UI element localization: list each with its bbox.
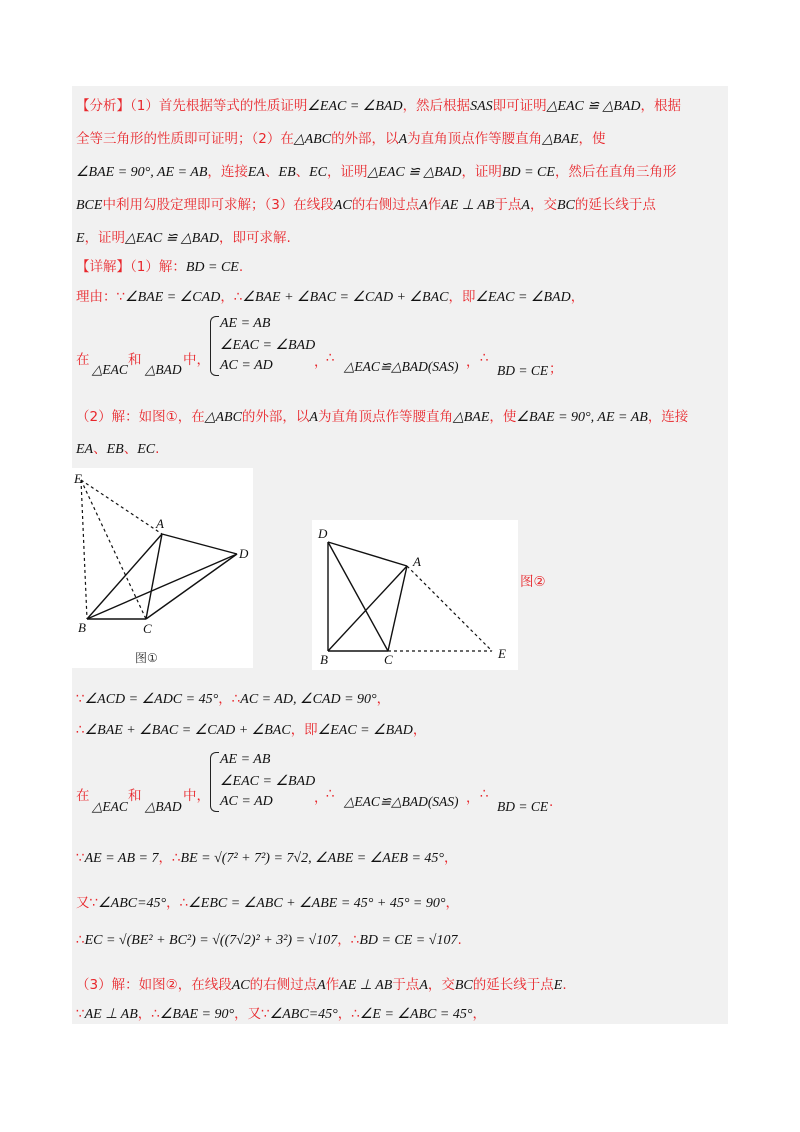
figure-2 (312, 520, 518, 670)
triangle-eac: △EAC (92, 362, 128, 377)
fig1-caption: 图① (135, 651, 158, 665)
fig1-label-a: A (156, 516, 164, 531)
therefore-symbol: ∴ (231, 691, 241, 707)
analysis-text: 的延长线于点 (574, 197, 656, 213)
detail-text: ，连接 (647, 409, 689, 425)
semicolon: ； (549, 361, 563, 377)
detail-tag: 【详解】 (76, 259, 130, 275)
fig2-label-b: B (320, 652, 328, 667)
therefore-symbol: ∴ (326, 786, 335, 802)
punct: ， (337, 1006, 352, 1022)
analysis-text: 为直角顶点作等腰直角 (407, 131, 543, 147)
comma: ， (314, 354, 328, 370)
math: ∠BAE = 90° (159, 1007, 235, 1022)
therefore-symbol: ∴ (351, 1006, 360, 1022)
math: AE ⊥ AB (339, 978, 393, 993)
detail-text: ，即 (448, 289, 476, 305)
mid-label: 中， (183, 352, 210, 368)
detail-text: ，即 (290, 722, 318, 738)
therefore-symbol: ∴ (179, 895, 189, 911)
math: BC (556, 198, 575, 213)
congruence: △EAC≌△BAD(SAS) (344, 794, 459, 809)
math: ∠BAE = ∠CAD (125, 290, 221, 305)
fig1-label-d: D (239, 546, 249, 561)
fig1-label-c: C (143, 621, 152, 636)
math: AE ⊥ AB (441, 198, 495, 213)
part3-line-1 (76, 976, 567, 995)
equation-3: AC = AD (220, 794, 273, 809)
detail-text: ，交 (427, 977, 455, 993)
math: △EAC ≌ △BAD (125, 231, 219, 246)
comma: ， (314, 790, 328, 806)
punct: . (238, 259, 244, 275)
part2-line-2 (76, 440, 159, 459)
part3-line-2 (76, 1005, 486, 1024)
detail-text: 的右侧过点 (249, 977, 318, 993)
math: AC (231, 978, 250, 993)
punct: ， (337, 932, 351, 948)
punct: ， (234, 1006, 248, 1022)
analysis-line-2 (76, 130, 606, 149)
math: BD = CE (185, 260, 239, 275)
result: BD = CE (497, 799, 549, 814)
analysis-text: 中利用勾股定理即可求解；（3）在线段 (102, 197, 334, 213)
analysis-text: ，证明 (84, 230, 126, 246)
analysis-text: ，证明 (327, 164, 368, 180)
fig2-caption: 图② (520, 574, 546, 590)
punct: ， (376, 691, 391, 707)
math: ∠BAE + ∠BAC = ∠CAD + ∠BAC (84, 723, 291, 738)
figure-2-diagram (312, 520, 518, 670)
math: ∠BAE + ∠BAC = ∠CAD + ∠BAC (242, 290, 449, 305)
math: A (317, 978, 326, 993)
because-symbol: ∵ (76, 691, 85, 707)
analysis-line-3 (76, 163, 676, 182)
triangle-eac: △EAC (92, 799, 128, 814)
analysis-text: ，然后根据 (402, 98, 471, 114)
math: BCE (76, 198, 103, 213)
figure-1-diagram (72, 468, 253, 668)
detail-text: 的延长线于点 (472, 977, 554, 993)
detail-text: 于点 (392, 977, 420, 993)
punct: ， (220, 289, 234, 305)
math: BD = CE (501, 165, 555, 180)
analysis-text: 首先根据等式的性质证明 (158, 98, 308, 114)
math: EB (278, 165, 296, 180)
analysis-text: 作 (427, 197, 442, 213)
fig2-label-a: A (413, 554, 421, 569)
analysis-text: 的外部，以 (331, 131, 399, 147)
punct: ， (443, 850, 458, 866)
math: ∠ABC=45° (269, 1007, 338, 1022)
equation-2: ∠EAC = ∠BAD (220, 774, 316, 789)
math: AE ⊥ AB (84, 1007, 138, 1022)
analysis-line-1 (76, 97, 681, 116)
step-line-5 (76, 931, 462, 950)
math: EA (247, 165, 266, 180)
detail-line-1 (76, 258, 243, 277)
math: AC (333, 198, 352, 213)
detail-text: （3）解：如图②，在线段 (76, 977, 232, 993)
therefore-symbol: ∴ (233, 289, 243, 305)
punct: ， (445, 895, 459, 911)
math: △BAE (542, 132, 579, 147)
analysis-text: ，证明 (461, 164, 502, 180)
analysis-text: ，即可求解. (218, 230, 291, 246)
math: EA (76, 442, 94, 457)
analysis-text: 即可证明 (492, 98, 547, 114)
math: ∠BAE = 90°, AE = AB (76, 165, 208, 180)
math: E (76, 231, 85, 246)
therefore-symbol: ∴ (171, 850, 181, 866)
math: A (419, 978, 428, 993)
punct: ， (472, 1006, 486, 1022)
part2-line-1 (76, 408, 688, 427)
step-line-4 (76, 894, 459, 913)
and-label: 和 (128, 352, 142, 368)
fig2-label-e: E (498, 646, 506, 661)
triangle-bad: △BAD (145, 799, 182, 814)
detail-text: 理由： (76, 289, 117, 305)
math: EC (137, 442, 156, 457)
therefore-symbol: ∴ (350, 932, 360, 948)
equation-1: AE = AB (220, 316, 271, 331)
analysis-line-5 (76, 229, 291, 248)
fig2-label-d: D (318, 526, 328, 541)
analysis-text: ，根据 (640, 98, 682, 114)
comma: ， (466, 790, 480, 806)
fig2-label-c: C (384, 652, 393, 667)
analysis-text: ，交 (529, 197, 557, 213)
punct: . (155, 441, 160, 457)
because-symbol: ∵ (261, 1006, 270, 1022)
math: △ABC (204, 410, 242, 425)
because-symbol: ∵ (76, 850, 85, 866)
analysis-text: 的右侧过点 (351, 197, 420, 213)
step-line-3 (76, 849, 457, 868)
math: A (398, 132, 408, 147)
detail-text: 作 (325, 977, 340, 993)
separator: 、 (295, 164, 310, 180)
math: ∠E = ∠ABC = 45° (359, 1007, 473, 1022)
analysis-line-4 (76, 196, 656, 215)
figure-1 (72, 468, 253, 668)
punct: ， (166, 895, 180, 911)
math: ∠ABC=45° (98, 896, 167, 911)
equation-2: ∠EAC = ∠BAD (220, 338, 316, 353)
brace (210, 316, 219, 376)
math: BD = CE = √107 (359, 933, 458, 948)
punct: ， (412, 722, 427, 738)
separator: 、 (265, 164, 279, 180)
detail-text: 的外部，以 (241, 409, 310, 425)
math: BC (454, 978, 473, 993)
because-symbol: ∵ (76, 1006, 85, 1022)
fig1-label-e: E (74, 471, 82, 486)
equation-3: AC = AD (220, 358, 273, 373)
math: BE = √(7² + 7²) = 7√2, ∠ABE = ∠AEB = 45° (180, 851, 444, 866)
mid-label: 中， (183, 788, 210, 804)
punct: ， (218, 691, 232, 707)
math: △BAE (452, 410, 490, 425)
math: ∠ACD = ∠ADC = 45° (84, 692, 219, 707)
and-label: 和 (128, 788, 142, 804)
detail-text: （1）解： (130, 259, 186, 275)
step-line-2 (76, 721, 426, 740)
therefore-symbol: ∴ (480, 786, 489, 802)
analysis-tag: 【分析】 (76, 98, 130, 114)
math: ∠EAC = ∠BAD (475, 290, 571, 305)
equation-1: AE = AB (220, 752, 271, 767)
analysis-num: （1） (130, 98, 159, 114)
analysis-text: ，使 (578, 131, 606, 147)
in-label: 在 (76, 788, 90, 804)
math: ∠EBC = ∠ABC + ∠ABE = 45° + 45° = 90° (188, 896, 446, 911)
brace (210, 752, 219, 812)
math: EB (106, 442, 124, 457)
analysis-text: 于点 (494, 197, 522, 213)
therefore-symbol: ∴ (76, 722, 85, 738)
period: . (549, 794, 554, 810)
result: BD = CE (497, 363, 549, 378)
detail-text: 为直角顶点作等腰直角 (317, 409, 453, 425)
comma: ， (466, 354, 480, 370)
punct: ， (137, 1006, 152, 1022)
math: A (521, 198, 530, 213)
math: ∠BAE = 90°, AE = AB (516, 410, 648, 425)
detail-text: （2）解：如图①，在 (76, 409, 205, 425)
math: ∠EAC = ∠BAD (307, 99, 403, 114)
math: A (309, 410, 318, 425)
analysis-text: ，然后在直角三角形 (554, 164, 677, 180)
math: △EAC ≌ △BAD (367, 165, 462, 180)
punct: . (562, 977, 567, 993)
detail-text: 又 (247, 1006, 262, 1022)
therefore-symbol: ∴ (151, 1006, 160, 1022)
triangle-bad: △BAD (145, 362, 182, 377)
math: AC = AD, ∠CAD = 90° (240, 692, 377, 707)
math: E (553, 978, 563, 993)
step-line-1 (76, 690, 390, 709)
because-symbol: ∵ (89, 895, 99, 911)
math: ∠EAC = ∠BAD (317, 723, 413, 738)
separator: 、 (93, 441, 107, 457)
detail-text: ，使 (489, 409, 517, 425)
math: SAS (470, 99, 493, 114)
punct: ， (570, 289, 585, 305)
detail-reason-line (76, 288, 584, 307)
math: EC = √(BE² + BC²) = √((7√2)² + 3²) = √107 (84, 933, 338, 948)
in-label: 在 (76, 352, 90, 368)
therefore-symbol: ∴ (326, 350, 335, 366)
detail-text: 又 (76, 895, 90, 911)
therefore-symbol: ∴ (480, 350, 489, 366)
punct: ， (158, 850, 172, 866)
punct: . (457, 932, 462, 948)
math: EC (309, 165, 328, 180)
math: △EAC ≌ △BAD (546, 99, 641, 114)
analysis-text: ，连接 (207, 164, 248, 180)
therefore-symbol: ∴ (76, 932, 85, 948)
fig1-label-b: B (78, 620, 86, 635)
analysis-text: 全等三角形的性质即可证明；（2）在 (76, 131, 294, 147)
because-symbol: ∵ (116, 289, 126, 305)
math: A (419, 198, 428, 213)
math: △ABC (293, 132, 332, 147)
congruence: △EAC≌△BAD(SAS) (344, 359, 459, 374)
math: AE = AB = 7 (84, 851, 159, 866)
separator: 、 (123, 441, 138, 457)
